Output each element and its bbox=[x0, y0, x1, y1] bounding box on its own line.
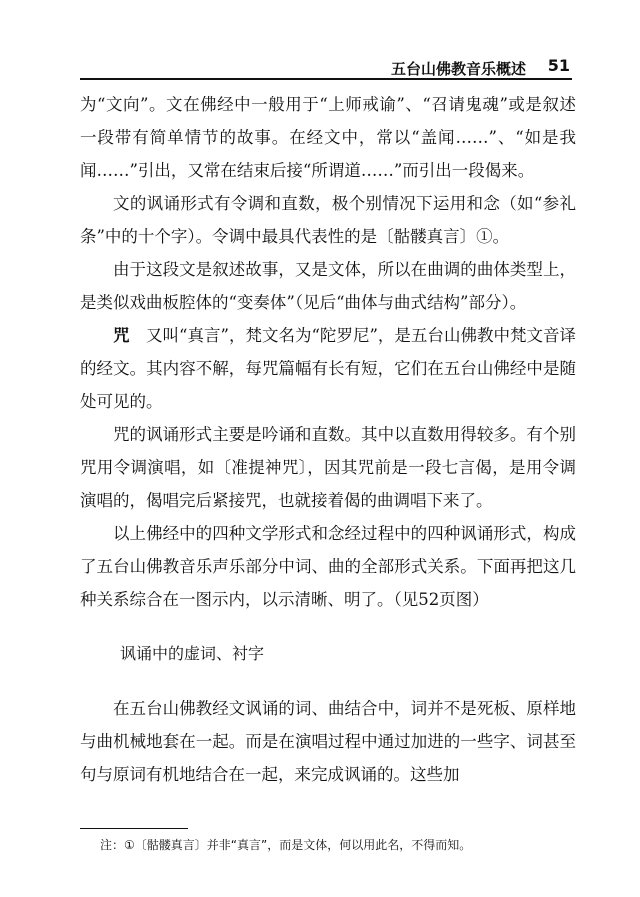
paragraph-zhou-intro bbox=[80, 319, 576, 418]
paragraph-zhou-text: 又叫“真言”，梵文名为“陀罗尼”，是五台山佛教中梵文音译的经文。其内容不解，每咒篇幅有长有短，它们在五台山佛经中是随处可见的。 bbox=[80, 326, 576, 411]
running-header bbox=[80, 56, 572, 80]
footnote-divider bbox=[80, 828, 188, 829]
header-title: 五台山佛教音乐概述 bbox=[390, 60, 526, 78]
paragraph-summary: 以上佛经中的四种文学形式和念经过程中的四种讽诵形式，构成了五台山佛教音乐声乐部分中词、曲的全部形式关系。下面再把这几种关系综合在一图示内，以示清晰、明了。（见52页图） bbox=[80, 524, 576, 609]
paragraph-wen-structure: 由于这段文是叙述故事，又是文体，所以在曲调的曲体类型上，是类似戏曲板腔体的“变奏体”（见后“曲体与曲式结构”部分）。 bbox=[80, 260, 576, 312]
paragraph-wen-intro: 为“文向”。文在佛经中一般用于“上师戒谕”、“召请鬼魂”或是叙述一段带有简单情节的故事。在经文中，常以“盖闻……”、“如是我闻……”引出，又常在结束后接“所谓道……”而引出一段偈来。 bbox=[80, 95, 576, 180]
page-number: 51 bbox=[547, 56, 570, 75]
paragraph-wen-forms: 文的讽诵形式有令调和直数，极个别情况下运用和念（如“参礼条”中的十个字）。令调中最具代表性的是〔骷髅真言〕①。 bbox=[80, 194, 576, 246]
section-title: 讽诵中的虚词、衬字 bbox=[120, 644, 265, 663]
body-text bbox=[80, 88, 576, 791]
footnote: 注：①〔骷髅真言〕并非“真言”，而是文体，何以用此名，不得而知。 bbox=[100, 838, 472, 852]
term-zhou: 咒 bbox=[113, 326, 130, 345]
paragraph-section-start: 在五台山佛教经文讽诵的词、曲结合中，词并不是死板、原样地与曲机械地套在一起。而是在演唱过程中通过加进的一些字、词甚至句与原词有机地结合在一起，来完成讽诵的。这些加 bbox=[80, 699, 576, 784]
paragraph-zhou-forms: 咒的讽诵形式主要是吟诵和直数。其中以直数用得较多。有个别咒用令调演唱，如〔准提神咒〕，因其咒前是一段七言偈，是用令调演唱的，偈唱完后紧接咒，也就接着偈的曲调唱下来了。 bbox=[80, 425, 576, 510]
